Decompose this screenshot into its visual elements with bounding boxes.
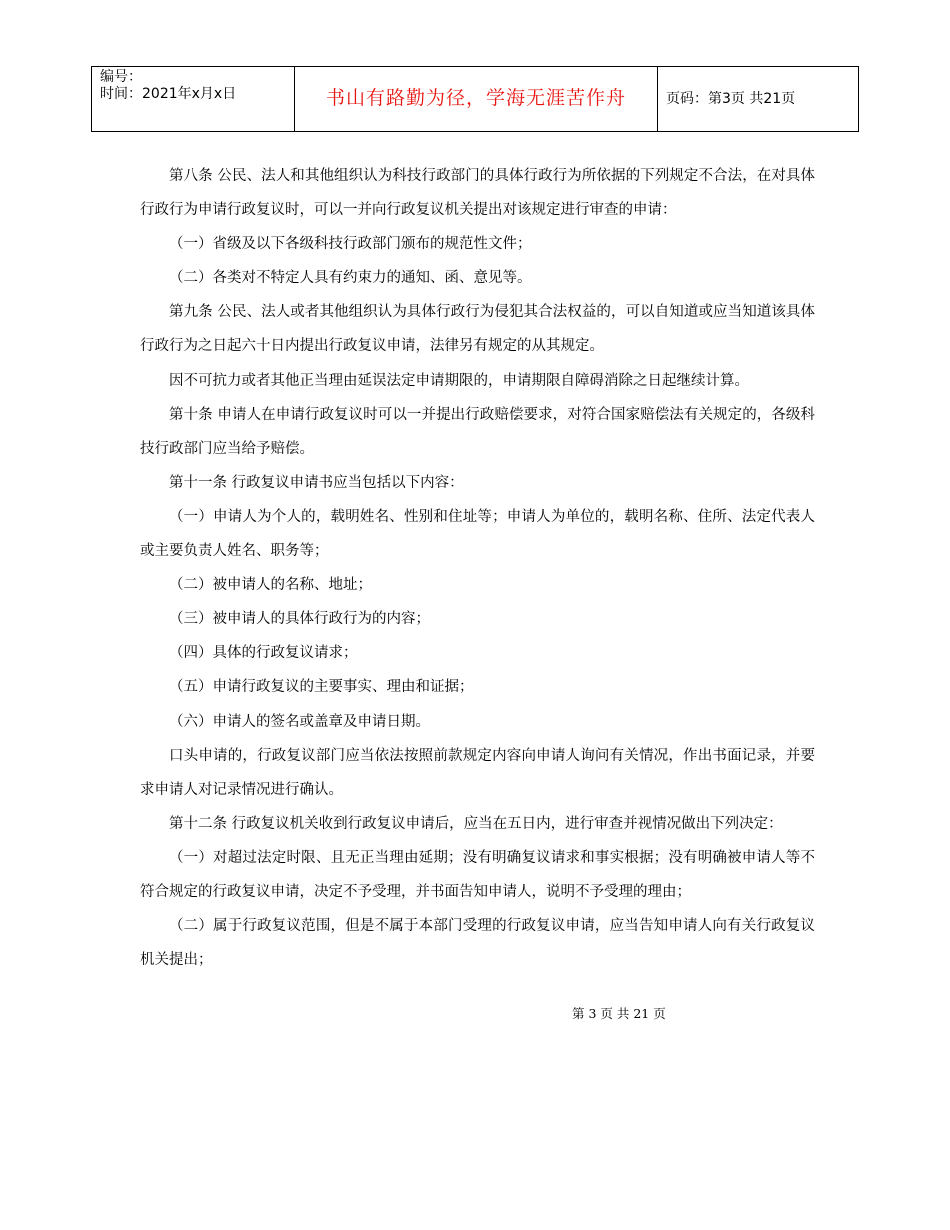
paragraph-item: （二）各类对不特定人具有约束力的通知、函、意见等。 xyxy=(169,270,532,287)
paragraph-item: （二）被申请人的名称、地址； xyxy=(169,577,372,594)
paragraph-item: （二）属于行政复议范围，但是不属于本部门受理的行政复议申请，应当告知申请人向有关行政复议机关提出； xyxy=(140,918,815,969)
paragraph-article-8: 第八条 公民、法人和其他组织认为科技行政部门的具体行政行为所依据的下列规定不合法，在对具体行政行为申请行政复议时，可以一并向行政复议机关提出对该规定进行审查的申请： xyxy=(140,168,815,219)
paragraph-item: （五）申请行政复议的主要事实、理由和证据； xyxy=(169,679,474,696)
paragraph: 因不可抗力或者其他正当理由延误法定申请期限的，申请期限自障碍消除之日起继续计算。 xyxy=(169,372,749,389)
header-page-label: 页码：第3页 共21页 xyxy=(666,90,796,107)
paragraph-article-9: 第九条 公民、法人或者其他组织认为具体行政行为侵犯其合法权益的，可以自知道或应当知道该具体行政行为之日起六十日内提出行政复议申请，法律另有规定的从其规定。 xyxy=(140,304,815,355)
paragraph: 口头申请的，行政复议部门应当依法按照前款规定内容向申请人询问有关情况，作出书面记录，并要求申请人对记录情况进行确认。 xyxy=(140,747,815,798)
header-table xyxy=(91,66,859,132)
header-motto-cell xyxy=(295,67,658,132)
paragraph-item: （六）申请人的签名或盖章及申请日期。 xyxy=(169,713,430,730)
paragraph-item: （四）具体的行政复议请求； xyxy=(169,645,358,662)
document-body xyxy=(140,159,815,977)
header-meta-cell xyxy=(92,67,295,132)
paragraph-article-11: 第十一条 行政复议申请书应当包括以下内容： xyxy=(169,474,464,491)
header-motto: 书山有路勤为径，学海无涯苦作舟 xyxy=(325,86,626,109)
paragraph-article-12: 第十二条 行政复议机关收到行政复议申请后，应当在五日内，进行审查并视情况做出下列决定： xyxy=(169,815,783,832)
header-page-cell xyxy=(658,67,859,132)
paragraph-item: （一）对超过法定时限、且无正当理由延期；没有明确复议请求和事实根据；没有明确被申请人等不符合规定的行政复议申请，决定不予受理，并书面告知申请人，说明不予受理的理由； xyxy=(140,849,815,900)
paragraph-item: （一）省级及以下各级科技行政部门颁布的规范性文件； xyxy=(169,236,532,253)
page-footer-number: 第 3 页 共 21 页 xyxy=(572,1006,666,1021)
paragraph-item: （一）申请人为个人的，载明姓名、性别和住址等；申请人为单位的，载明名称、住所、法定代表人或主要负责人姓名、职务等； xyxy=(140,508,815,560)
document-number-label: 编号： xyxy=(100,69,142,85)
document-date-label: 时间：2021年x月x日 xyxy=(100,86,237,102)
paragraph-item: （三）被申请人的具体行政行为的内容； xyxy=(169,611,430,628)
paragraph-article-10: 第十条 申请人在申请行政复议时可以一并提出行政赔偿要求，对符合国家赔偿法有关规定的，各级科技行政部门应当给予赔偿。 xyxy=(140,406,815,457)
